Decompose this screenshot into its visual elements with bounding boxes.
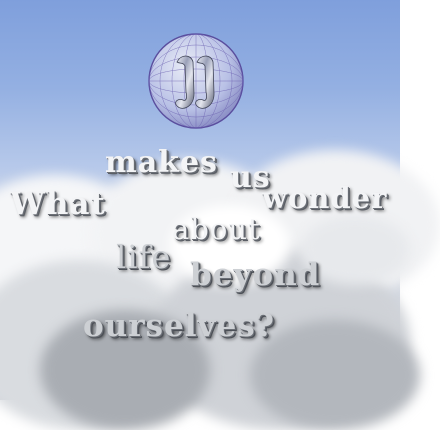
word-ourselves: ourselves? — [83, 308, 275, 344]
logo-letter: M — [147, 17, 164, 36]
word-life: life — [116, 238, 172, 276]
cloud — [250, 320, 420, 430]
word-us: us — [230, 160, 271, 195]
word-makes: makes — [105, 145, 218, 180]
word-beyond: beyond — [190, 257, 321, 293]
word-wonder: wonder — [262, 181, 388, 215]
word-about: about — [172, 212, 261, 246]
chrome-m-sphere-logo-icon — [147, 17, 245, 130]
logo — [147, 17, 245, 130]
word-what: What — [10, 186, 106, 222]
